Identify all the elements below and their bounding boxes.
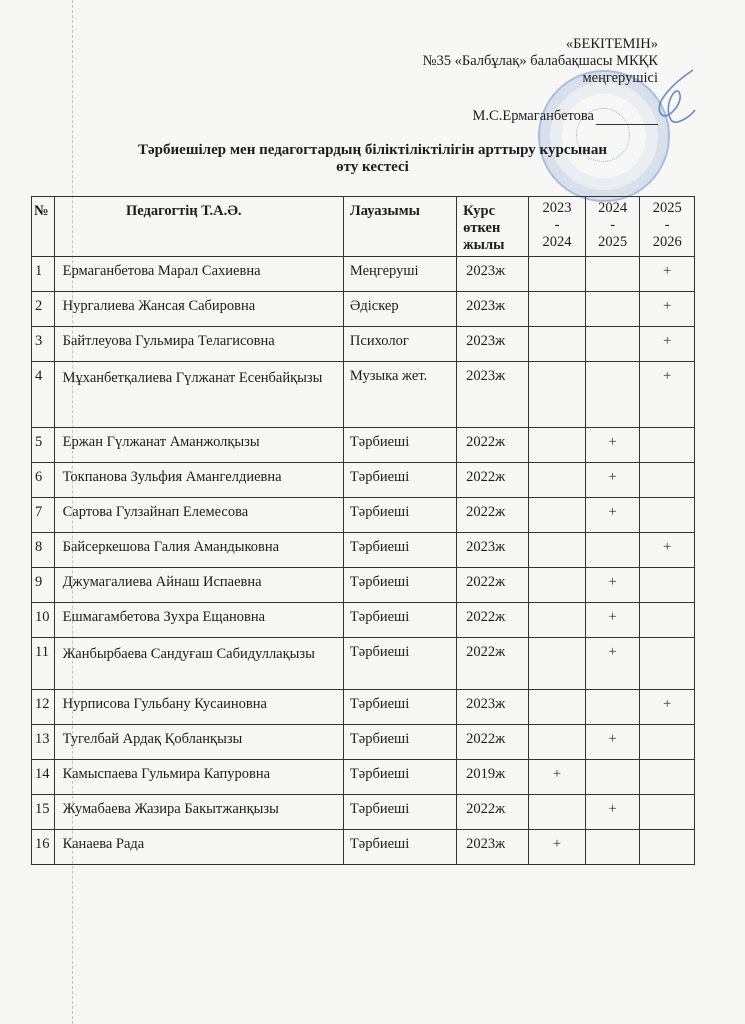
table-row [32, 568, 695, 603]
mark-2025-2026 [640, 638, 695, 690]
mark-2024-2025: + [585, 638, 640, 690]
mark-2024-2025: + [585, 795, 640, 830]
period-start: 2024 [598, 200, 628, 216]
mark-2025-2026: + [640, 362, 695, 428]
mark-2023-2024 [529, 795, 586, 830]
row-number: 13 [32, 725, 55, 760]
teacher-name: Нургалиева Жансая Сабировна [54, 292, 343, 327]
course-year: 2023ж [457, 292, 529, 327]
teacher-position: Тәрбиеші [343, 533, 456, 568]
mark-2023-2024 [529, 690, 586, 725]
table-row [32, 690, 695, 725]
header-period-2023-2024 [529, 197, 586, 257]
mark-2024-2025 [585, 292, 640, 327]
mark-2024-2025 [585, 533, 640, 568]
row-number: 8 [32, 533, 55, 568]
teacher-position: Тәрбиеші [343, 830, 456, 865]
table-row [32, 638, 695, 690]
title-line-1: Тәрбиешілер мен педагогтардың біліктіліктілігін арттыру курсынан [138, 142, 607, 158]
mark-2025-2026 [640, 725, 695, 760]
approval-heading: «БЕКІТЕМІН» [565, 36, 658, 52]
mark-2024-2025: + [585, 463, 640, 498]
course-year: 2022ж [457, 568, 529, 603]
course-year: 2023ж [457, 362, 529, 428]
course-year: 2022ж [457, 498, 529, 533]
row-number: 15 [32, 795, 55, 830]
teacher-position: Тәрбиеші [343, 568, 456, 603]
mark-2023-2024 [529, 638, 586, 690]
mark-2025-2026 [640, 568, 695, 603]
row-number: 6 [32, 463, 55, 498]
period-end: 2025 [598, 234, 628, 250]
mark-2025-2026 [640, 760, 695, 795]
mark-2023-2024: + [529, 830, 586, 865]
mark-2023-2024 [529, 292, 586, 327]
header-number: № [32, 197, 55, 257]
row-number: 3 [32, 327, 55, 362]
course-year: 2022ж [457, 428, 529, 463]
teacher-position: Тәрбиеші [343, 428, 456, 463]
mark-2025-2026: + [640, 292, 695, 327]
row-number: 5 [32, 428, 55, 463]
mark-2024-2025 [585, 362, 640, 428]
teacher-position: Тәрбиеші [343, 603, 456, 638]
teacher-name: Камыспаева Гульмира Капуровна [54, 760, 343, 795]
mark-2024-2025: + [585, 428, 640, 463]
course-year: 2023ж [457, 690, 529, 725]
teacher-name: Канаева Рада [54, 830, 343, 865]
mark-2023-2024 [529, 603, 586, 638]
table-row [32, 292, 695, 327]
table-header-row [32, 197, 695, 257]
course-year: 2022ж [457, 725, 529, 760]
mark-2025-2026: + [640, 690, 695, 725]
teacher-name: Ешмагамбетова Зухра Ещановна [54, 603, 343, 638]
approval-organization: №35 «Балбұлақ» балабақшасы МКҚК [422, 53, 658, 69]
teacher-name: Ержан Гүлжанат Аманжолқызы [54, 428, 343, 463]
teacher-position: Тәрбиеші [343, 760, 456, 795]
mark-2023-2024: + [529, 760, 586, 795]
teacher-position: Тәрбиеші [343, 498, 456, 533]
course-year: 2022ж [457, 603, 529, 638]
mark-2024-2025 [585, 327, 640, 362]
mark-2025-2026 [640, 498, 695, 533]
teacher-name: Мұханбетқалиева Гүлжанат Есенбайқызы [54, 362, 343, 428]
table-row [32, 830, 695, 865]
mark-2025-2026: + [640, 327, 695, 362]
row-number: 10 [32, 603, 55, 638]
mark-2025-2026 [640, 795, 695, 830]
table-row [32, 498, 695, 533]
teacher-position: Психолог [343, 327, 456, 362]
approval-block [423, 36, 658, 125]
mark-2023-2024 [529, 568, 586, 603]
mark-2024-2025 [585, 760, 640, 795]
period-end: 2026 [652, 234, 682, 250]
table-row [32, 463, 695, 498]
course-year: 2023ж [457, 533, 529, 568]
period-separator: - [664, 217, 670, 233]
row-number: 7 [32, 498, 55, 533]
mark-2024-2025: + [585, 725, 640, 760]
table-row [32, 725, 695, 760]
teacher-name: Сартова Гулзайнап Елемесова [54, 498, 343, 533]
mark-2023-2024 [529, 257, 586, 292]
mark-2024-2025 [585, 257, 640, 292]
table-row [32, 795, 695, 830]
teacher-name: Токпанова Зульфия Амангелдиевна [54, 463, 343, 498]
teacher-position: Тәрбиеші [343, 795, 456, 830]
mark-2023-2024 [529, 498, 586, 533]
period-end: 2024 [542, 234, 572, 250]
course-year: 2022ж [457, 638, 529, 690]
row-number: 4 [32, 362, 55, 428]
table-row [32, 533, 695, 568]
period-start: 2023 [542, 200, 572, 216]
signer-line [423, 108, 658, 125]
teacher-name: Жанбырбаева Сандуғаш Сабидуллақызы [54, 638, 343, 690]
mark-2023-2024 [529, 533, 586, 568]
mark-2023-2024 [529, 463, 586, 498]
row-number: 1 [32, 257, 55, 292]
mark-2024-2025: + [585, 568, 640, 603]
mark-2023-2024 [529, 725, 586, 760]
teacher-position: Тәрбиеші [343, 690, 456, 725]
period-start: 2025 [652, 200, 682, 216]
mark-2024-2025: + [585, 498, 640, 533]
mark-2025-2026 [640, 463, 695, 498]
mark-2025-2026: + [640, 257, 695, 292]
teacher-position: Музыка жет. [343, 362, 456, 428]
mark-2025-2026 [640, 830, 695, 865]
teacher-position: Әдіскер [343, 292, 456, 327]
teacher-name: Байсеркешова Галия Амандыковна [54, 533, 343, 568]
table-body [32, 257, 695, 865]
mark-2025-2026: + [640, 533, 695, 568]
header-period-2024-2025 [585, 197, 640, 257]
teacher-name: Жумабаева Жазира Бакытжанқызы [54, 795, 343, 830]
approval-signer: М.С.Ермаганбетова [472, 108, 594, 124]
mark-2024-2025 [585, 690, 640, 725]
header-period-2025-2026 [640, 197, 695, 257]
teacher-name: Байтлеуова Гульмира Телагисовна [54, 327, 343, 362]
mark-2023-2024 [529, 428, 586, 463]
teacher-position: Тәрбиеші [343, 638, 456, 690]
header-course-year: Курс өткен жылы [457, 197, 529, 257]
course-year: 2023ж [457, 257, 529, 292]
mark-2025-2026 [640, 603, 695, 638]
table-row [32, 428, 695, 463]
mark-2023-2024 [529, 362, 586, 428]
document-title [0, 142, 745, 176]
table-row [32, 362, 695, 428]
teacher-name: Нурписова Гульбану Кусаиновна [54, 690, 343, 725]
course-year: 2023ж [457, 327, 529, 362]
table-row [32, 327, 695, 362]
row-number: 16 [32, 830, 55, 865]
table-row [32, 257, 695, 292]
row-number: 14 [32, 760, 55, 795]
mark-2024-2025: + [585, 603, 640, 638]
header-position: Лауазымы [343, 197, 456, 257]
period-separator: - [610, 217, 616, 233]
course-year: 2022ж [457, 795, 529, 830]
row-number: 9 [32, 568, 55, 603]
row-number: 2 [32, 292, 55, 327]
row-number: 11 [32, 638, 55, 690]
teacher-position: Тәрбиеші [343, 463, 456, 498]
table-row [32, 603, 695, 638]
teacher-name: Ермаганбетова Марал Сахиевна [54, 257, 343, 292]
mark-2025-2026 [640, 428, 695, 463]
course-year: 2022ж [457, 463, 529, 498]
teacher-name: Тугелбай Ардақ Қобланқызы [54, 725, 343, 760]
teacher-position: Меңгеруші [343, 257, 456, 292]
course-year: 2019ж [457, 760, 529, 795]
training-schedule-table [31, 196, 695, 865]
mark-2024-2025 [585, 830, 640, 865]
period-separator: - [554, 217, 560, 233]
course-year: 2023ж [457, 830, 529, 865]
header-name: Педагогтің Т.А.Ә. [54, 197, 343, 257]
teacher-name: Джумагалиева Айнаш Испаевна [54, 568, 343, 603]
mark-2023-2024 [529, 327, 586, 362]
signature-blank [596, 110, 658, 125]
title-line-2: өту кестесі [336, 159, 409, 175]
table-row [32, 760, 695, 795]
approval-role: меңгерушісі [582, 70, 658, 86]
teacher-position: Тәрбиеші [343, 725, 456, 760]
row-number: 12 [32, 690, 55, 725]
